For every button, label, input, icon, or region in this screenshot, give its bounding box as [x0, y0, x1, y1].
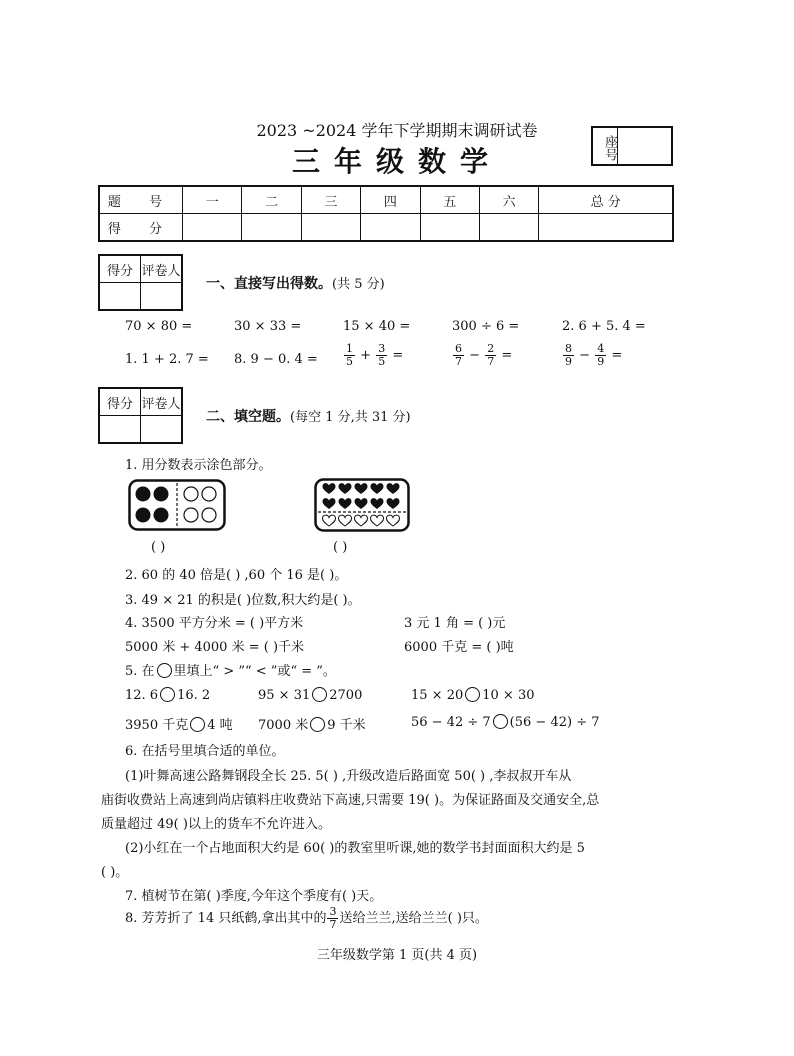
score-input-cell[interactable]	[301, 214, 360, 242]
fraction-calc-item	[452, 343, 512, 368]
shaded-heart	[371, 498, 384, 509]
compare-item	[411, 714, 600, 730]
compare-item	[258, 714, 366, 733]
compare-item	[411, 687, 535, 703]
grader-box-section-1	[98, 254, 183, 311]
calc-item: 8. 9 − 0. 4 =	[234, 352, 318, 367]
question-4c: 5000 米 + 4000 米 = ( )千米	[125, 640, 305, 655]
calc-item: 30 × 33 =	[234, 319, 302, 334]
compare-left: 15 × 20	[411, 688, 464, 703]
score-table-cell: 六	[479, 186, 538, 214]
grader-name-field[interactable]	[141, 416, 183, 444]
section-1-title: 一、直接写出得数。	[206, 276, 332, 292]
compare-left: 12. 6	[125, 688, 159, 703]
fraction-numerator: 6	[455, 342, 462, 355]
question-6-2-line: ( )。	[101, 865, 129, 880]
empty-heart	[371, 515, 384, 526]
grader-box-section-2	[98, 387, 183, 444]
question-7: 7. 植树节在第( )季度,今年这个季度有( )天。	[125, 889, 383, 904]
question-6-1-line: 质量超过 49( )以上的货车不允许进入。	[101, 817, 331, 832]
compare-circle-input[interactable]	[190, 717, 205, 732]
fraction-denominator: 7	[455, 355, 462, 368]
shaded-circle	[136, 487, 151, 502]
score-table-cell: 题 号	[99, 186, 183, 214]
score-input-cell[interactable]	[479, 214, 538, 242]
fraction-numerator: 1	[346, 342, 353, 355]
compare-item	[258, 687, 362, 703]
equals-sign: =	[501, 348, 513, 363]
section-1-heading	[206, 273, 385, 293]
grader-score-field[interactable]	[99, 416, 141, 444]
score-input-cell[interactable]	[183, 214, 242, 242]
operator: −	[469, 348, 481, 363]
compare-left: 95 × 31	[258, 688, 311, 703]
operator: −	[579, 348, 591, 363]
question-6-2-line: (2)小红在一个占地面积大约是 60( )的教室里听课,她的数学书封面面积大约是 5	[125, 841, 585, 856]
answer-blank[interactable]: ( )	[151, 540, 166, 555]
fraction-numerator: 8	[565, 342, 572, 355]
score-table-cell: 二	[242, 186, 301, 214]
section-2-note: (每空 1 分,共 31 分)	[290, 410, 411, 425]
question-8	[125, 906, 488, 931]
compare-left: 7000 米	[258, 718, 309, 733]
grader-score-label: 得分	[99, 255, 141, 283]
score-table-cell: 一	[183, 186, 242, 214]
exam-subtitle: 2023 ~2024 学年下学期期末调研试卷	[256, 121, 538, 140]
calc-item: 70 × 80 =	[125, 319, 193, 334]
grader-name-label: 评卷人	[141, 255, 183, 283]
shaded-heart	[355, 483, 368, 494]
compare-circle-input[interactable]	[312, 687, 327, 702]
compare-left: 56 − 42 ÷ 7	[411, 715, 491, 730]
empty-circle	[202, 487, 216, 501]
fraction-denominator: 7	[487, 355, 495, 368]
fraction-denominator: 9	[565, 355, 572, 368]
empty-heart	[323, 515, 336, 526]
shaded-circle	[154, 508, 169, 523]
question-3: 3. 49 × 21 的积是( )位数,积大约是( )。	[125, 593, 361, 608]
empty-heart	[339, 515, 352, 526]
fraction-calc-item	[562, 343, 622, 368]
score-row-label: 得 分	[99, 214, 183, 242]
answer-blank[interactable]: ( )	[333, 540, 348, 555]
shaded-circle	[154, 487, 169, 502]
score-input-cell[interactable]	[242, 214, 301, 242]
score-input-cell[interactable]	[361, 214, 420, 242]
compare-left: 3950 千克	[125, 718, 189, 733]
fraction-numerator: 2	[487, 342, 495, 355]
grader-score-label: 得分	[99, 388, 141, 416]
grader-name-label: 评卷人	[141, 388, 183, 416]
equals-sign: =	[392, 348, 404, 363]
score-table-cell: 总 分	[539, 186, 673, 214]
shaded-circle	[136, 508, 151, 523]
section-1-note: (共 5 分)	[332, 277, 385, 292]
fraction-calc-item	[343, 343, 403, 368]
question-6: 6. 在括号里填合适的单位。	[125, 744, 285, 759]
shaded-heart	[371, 483, 384, 494]
fraction-denominator: 7	[329, 918, 337, 931]
section-2-title: 二、填空题。	[206, 409, 290, 425]
score-table-score-row	[99, 214, 673, 242]
seat-label: 座号	[593, 128, 618, 164]
score-input-cell[interactable]	[539, 214, 673, 242]
question-8-suffix: 送给兰兰,送给兰兰( )只。	[339, 911, 488, 926]
compare-right: 16. 2	[177, 688, 211, 703]
question-6-1-line: (1)叶舞高速公路舞钢段全长 25. 5( ) ,升级改造后路面宽 50( ) ,李叔叔开车从	[125, 769, 572, 784]
score-table	[98, 185, 674, 242]
score-input-cell[interactable]	[420, 214, 479, 242]
shaded-heart	[387, 483, 400, 494]
question-1: 1. 用分数表示涂色部分。	[125, 458, 272, 473]
question-5-prefix: 5. 在	[125, 664, 155, 679]
grader-score-field[interactable]	[99, 283, 141, 311]
compare-circle-input[interactable]	[310, 717, 325, 732]
compare-circle-input[interactable]	[493, 714, 508, 729]
question-4a: 4. 3500 平方分米 = ( )平方米	[125, 616, 304, 631]
question-5-suffix: 里填上“ > ”“ < ”或“ = ”。	[173, 664, 336, 679]
empty-heart	[387, 515, 400, 526]
empty-circle	[202, 508, 216, 522]
compare-item	[125, 687, 210, 703]
question-6-1-line: 庙街收费站上高速到尚店镇料庄收费站下高速,只需要 19( )。为保证路面及交通安全,总	[101, 793, 600, 808]
score-table-cell: 四	[361, 186, 420, 214]
fraction-numerator: 3	[329, 905, 337, 918]
compare-circle-icon	[157, 663, 172, 678]
empty-circle	[184, 508, 198, 522]
seat-number-field[interactable]	[618, 128, 671, 164]
fraction-denominator: 5	[378, 355, 386, 368]
shaded-heart	[323, 498, 336, 509]
compare-right: (56 − 42) ÷ 7	[509, 715, 600, 730]
page-footer: 三年级数学第 1 页(共 4 页)	[316, 948, 478, 963]
compare-item	[125, 714, 233, 733]
calc-item: 2. 6 + 5. 4 =	[562, 319, 646, 334]
question-4b: 3 元 1 角 = ( )元	[404, 616, 506, 631]
seat-number-box	[591, 126, 673, 166]
circles-figure	[128, 479, 226, 531]
compare-right: 9 千米	[327, 718, 366, 733]
fraction-numerator: 4	[597, 342, 605, 355]
compare-right: 4 吨	[207, 718, 233, 733]
shaded-heart	[323, 483, 336, 494]
shaded-heart	[339, 483, 352, 494]
section-2-heading	[206, 406, 411, 426]
fraction-denominator: 5	[346, 355, 353, 368]
calc-item: 300 ÷ 6 =	[452, 319, 520, 334]
shaded-heart	[387, 498, 400, 509]
question-5	[125, 660, 336, 679]
compare-circle-input[interactable]	[160, 687, 175, 702]
hearts-figure	[314, 478, 410, 532]
fraction-numerator: 3	[378, 342, 386, 355]
calc-item: 1. 1 + 2. 7 =	[125, 352, 209, 367]
question-2: 2. 60 的 40 倍是( ) ,60 个 16 是( )。	[125, 568, 348, 583]
compare-right: 10 × 30	[482, 688, 535, 703]
grader-name-field[interactable]	[141, 283, 183, 311]
score-table-cell: 五	[420, 186, 479, 214]
exam-title: 三年级数学	[291, 145, 502, 178]
shaded-heart	[355, 498, 368, 509]
compare-right: 2700	[329, 688, 363, 703]
score-table-cell: 三	[301, 186, 360, 214]
question-4d: 6000 千克 = ( )吨	[404, 640, 514, 655]
empty-circle	[184, 487, 198, 501]
question-8-prefix: 8. 芳芳折了 14 只纸鹤,拿出其中的	[125, 911, 327, 926]
compare-circle-input[interactable]	[465, 687, 480, 702]
equals-sign: =	[611, 348, 623, 363]
empty-heart	[355, 515, 368, 526]
operator: +	[360, 348, 372, 363]
calc-item: 15 × 40 =	[343, 319, 411, 334]
fraction-denominator: 9	[597, 355, 605, 368]
shaded-heart	[339, 498, 352, 509]
score-table-header-row	[99, 186, 673, 214]
